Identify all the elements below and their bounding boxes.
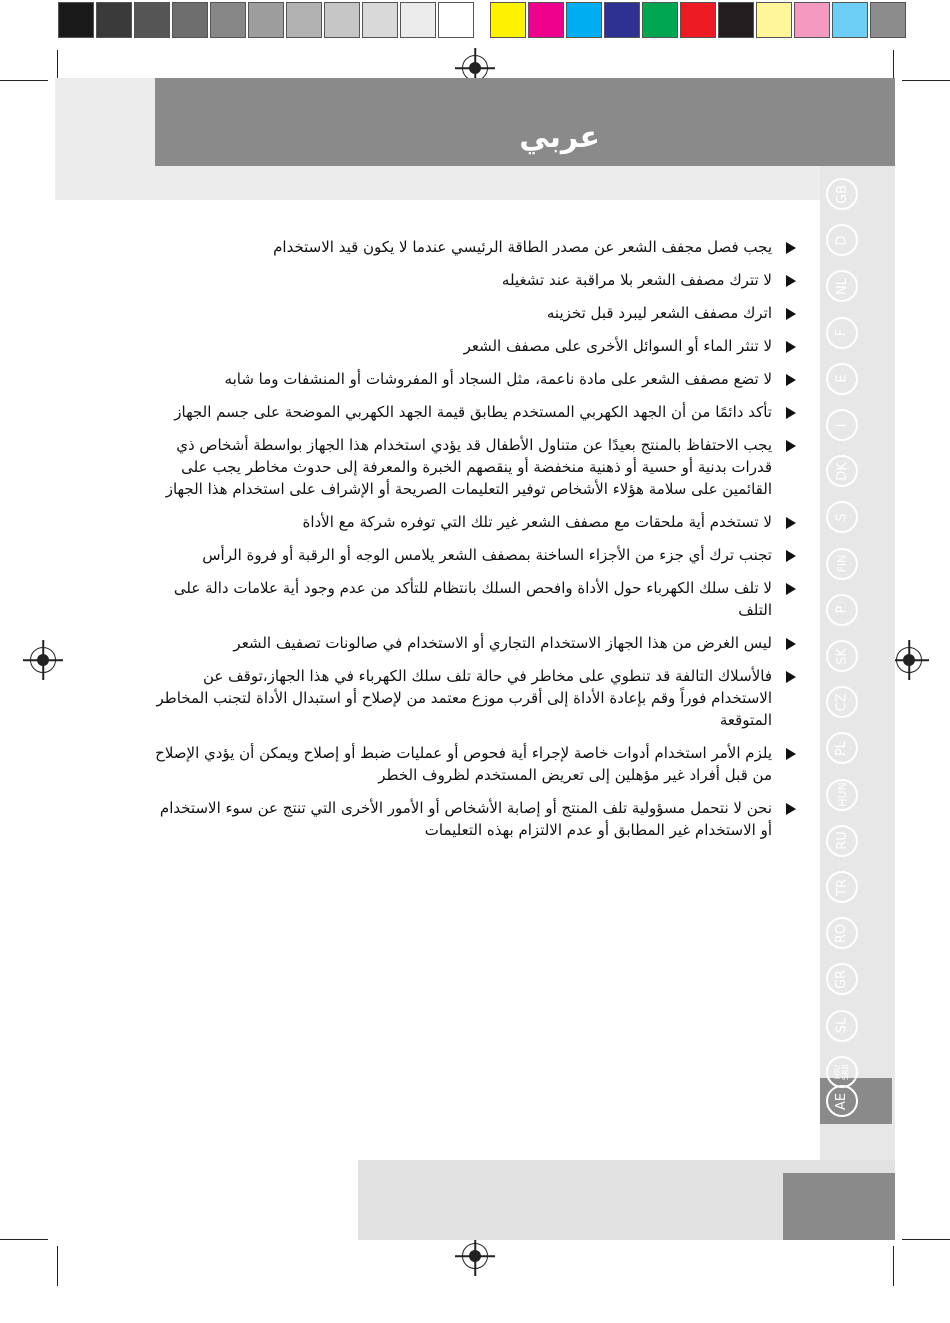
list-item-text: نحن لا نتحمل مسؤولية تلف المنتج أو إصابة الأشخاص أو الأمور الأخرى التي تنتج عن سوء الاستخدام أو الاستخدام غير المطابق أو عدم الالتزام بهذه التعليمات xyxy=(159,799,772,839)
list-item-text: يجب فصل مجفف الشعر عن مصدر الطاقة الرئيسي عندما لا يكون قيد الاستخدام xyxy=(273,238,772,256)
calibration-swatch xyxy=(642,2,678,38)
crop-mark xyxy=(902,80,950,81)
calibration-swatch xyxy=(96,2,132,38)
bullet-arrow-icon xyxy=(786,671,796,683)
list-item xyxy=(150,434,800,500)
crop-mark xyxy=(893,1246,894,1286)
page-number-block xyxy=(783,1173,895,1240)
crop-mark xyxy=(57,50,58,80)
list-item-text: فالأسلاك التالفة قد تنطوي على مخاطر في حالة تلف سلك الكهرباء في هذا الجهاز،توقف عن الاستخدام فوراً وقم بإعادة الأداة إلى أقرب موزع معتمد من لإصلاح أو استبدال الأداة لتجنب المخاطر المتوقعة xyxy=(156,667,772,729)
language-tab-sl: SL xyxy=(826,1010,858,1042)
list-item xyxy=(150,302,800,324)
registration-mark-left xyxy=(30,647,56,673)
language-tab-gr: GR xyxy=(826,963,858,995)
crop-mark xyxy=(57,1246,58,1286)
calibration-swatch xyxy=(324,2,360,38)
bullet-arrow-icon xyxy=(786,583,796,595)
language-tab-tr: TR xyxy=(826,871,858,903)
language-tab-ae: AE xyxy=(826,1085,858,1117)
bullet-arrow-icon xyxy=(786,275,796,287)
calibration-swatch xyxy=(604,2,640,38)
language-tab-p: P xyxy=(826,594,858,626)
calibration-swatch xyxy=(870,2,906,38)
list-item xyxy=(150,577,800,621)
bullet-arrow-icon xyxy=(786,308,796,320)
calibration-swatch xyxy=(566,2,602,38)
bullet-arrow-icon xyxy=(786,440,796,452)
bullet-arrow-icon xyxy=(786,341,796,353)
list-item-text: لا تترك مصفف الشعر بلا مراقبة عند تشغيله xyxy=(501,271,772,289)
bullet-arrow-icon xyxy=(786,748,796,760)
language-tab-nl: NL xyxy=(826,270,858,302)
page-frame-top xyxy=(155,166,895,200)
list-item xyxy=(150,335,800,357)
calibration-swatch xyxy=(528,2,564,38)
calibration-swatch xyxy=(680,2,716,38)
language-tab-sk: SK xyxy=(826,640,858,672)
registration-mark-right xyxy=(896,647,922,673)
language-tab-hun: HUN xyxy=(826,779,858,811)
bullet-arrow-icon xyxy=(786,374,796,386)
language-tab-fin: FIN xyxy=(826,548,858,580)
calibration-swatch xyxy=(832,2,868,38)
list-item xyxy=(150,368,800,390)
language-tab-cz: CZ xyxy=(826,686,858,718)
list-item-text: لا تستخدم أية ملحقات مع مصفف الشعر غير تلك التي توفره شركة مع الأداة xyxy=(302,513,772,531)
list-item xyxy=(150,401,800,423)
list-item xyxy=(150,544,800,566)
list-item xyxy=(150,236,800,258)
list-item xyxy=(150,269,800,291)
calibration-swatch xyxy=(490,2,526,38)
list-item-text: لا تضع مصفف الشعر على مادة ناعمة، مثل السجاد أو المفروشات أو المنشفات وما شابه xyxy=(224,370,772,388)
language-tab-ro: RO xyxy=(826,917,858,949)
page-title: عربي xyxy=(519,120,600,155)
calibration-swatch xyxy=(718,2,754,38)
language-tab-pl: PL xyxy=(826,732,858,764)
list-item xyxy=(150,511,800,533)
list-item-text: يجب الاحتفاظ بالمنتج بعيدًا عن متناول الأطفال قد يؤدي استخدام هذا الجهاز بواسطة أشخاص ذي قدرات بدنية أو حسية أو ذهنية منخفضة أو ينقصهم الخبرة والمعرفة إلى حدوث مخاطر يجب على القائمين على سلامة هؤلاء الأشخاص توفير التعليمات الصريحة أو الإشراف على استخدام هذا الجهاز xyxy=(165,436,772,498)
crop-mark xyxy=(893,50,894,80)
calibration-swatch xyxy=(210,2,246,38)
language-tab-e: E xyxy=(826,363,858,395)
crop-mark xyxy=(0,1239,48,1240)
calibration-swatch xyxy=(362,2,398,38)
language-tab-dk: DK xyxy=(826,455,858,487)
list-item xyxy=(150,742,800,786)
bullet-arrow-icon xyxy=(786,638,796,650)
calibration-swatch xyxy=(134,2,170,38)
list-item xyxy=(150,797,800,841)
bullet-arrow-icon xyxy=(786,803,796,815)
list-item xyxy=(150,632,800,654)
language-tab-f: F xyxy=(826,317,858,349)
calibration-swatch xyxy=(248,2,284,38)
list-item-text: اترك مصفف الشعر ليبرد قبل تخزينه xyxy=(546,304,772,322)
list-item-text: تجنب ترك أي جزء من الأجزاء الساخنة بمصفف الشعر يلامس الوجه أو الرقبة أو فروة الرأس xyxy=(202,546,772,564)
calibration-swatch xyxy=(286,2,322,38)
crop-mark xyxy=(0,80,48,81)
language-tab-i: I xyxy=(826,409,858,441)
language-tab-d: D xyxy=(826,224,858,256)
language-tab-hr-srb: HR/ SRB xyxy=(826,1056,858,1088)
list-item-text: لا تنثر الماء أو السوائل الأخرى على مصفف الشعر xyxy=(463,337,772,355)
list-item-text: تأكد دائمًا من أن الجهد الكهربي المستخدم يطابق قيمة الجهد الكهربي الموضحة على جسم الجهاز xyxy=(174,403,772,421)
bullet-arrow-icon xyxy=(786,407,796,419)
language-tab-gb: GB xyxy=(826,178,858,210)
registration-mark-bottom xyxy=(462,1243,488,1269)
calibration-swatch xyxy=(172,2,208,38)
calibration-swatch xyxy=(400,2,436,38)
crop-mark xyxy=(902,1239,950,1240)
calibration-swatch xyxy=(58,2,94,38)
calibration-swatch xyxy=(756,2,792,38)
language-tab-ru: RU xyxy=(826,825,858,857)
bullet-arrow-icon xyxy=(786,242,796,254)
language-tab-s: S xyxy=(826,501,858,533)
page-frame-left xyxy=(55,78,155,200)
color-calibration-bar xyxy=(0,2,950,40)
list-item-text: ليس الغرض من هذا الجهاز الاستخدام التجاري أو الاستخدام في صالونات تصفيف الشعر xyxy=(233,634,772,652)
list-item xyxy=(150,665,800,731)
safety-instructions-list xyxy=(150,236,800,852)
bullet-arrow-icon xyxy=(786,517,796,529)
bullet-arrow-icon xyxy=(786,550,796,562)
list-item-text: لا تلف سلك الكهرباء حول الأداة وافحص السلك بانتظام للتأكد من عدم وجود أية علامات دالة على التلف xyxy=(173,579,772,619)
list-item-text: يلزم الأمر استخدام أدوات خاصة لإجراء أية فحوص أو عمليات ضبط أو إصلاح ويمكن أن يؤدي الإصلاح من قبل أفراد غير مؤهلين إلى تعريض المستخدم لظروف الخطر xyxy=(155,744,772,784)
calibration-swatch xyxy=(794,2,830,38)
calibration-swatch xyxy=(438,2,474,38)
